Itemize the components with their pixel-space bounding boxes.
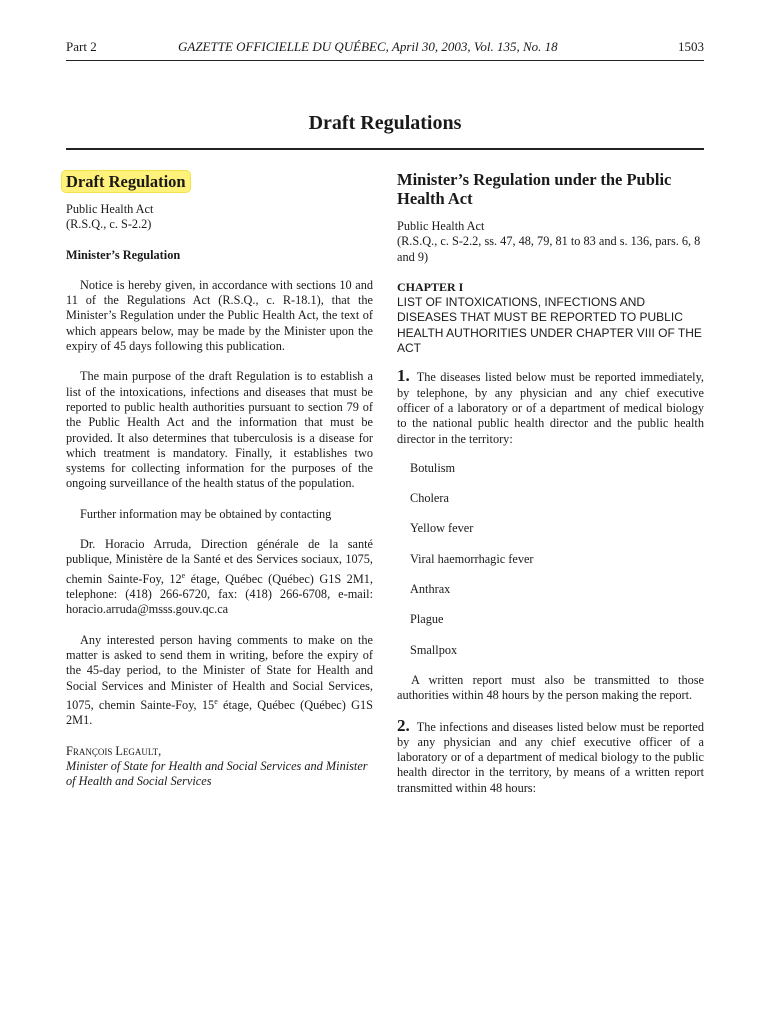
page-number: 1503 — [678, 39, 704, 54]
header-divider — [66, 60, 704, 61]
right-act-name: Public Health Act — [397, 219, 485, 233]
section-2-number: 2. — [397, 715, 410, 735]
disease-list-item: Cholera — [410, 491, 449, 506]
notice-paragraph: Notice is hereby given, in accordance with sections 10 and 11 of the Regulations Act (R.S.Q., c. R-18.1), that the Minister’s Regulation under the Public Health Act, the text of which appears below, may be made by the Minister upon the expiry of 45 days following this publication. — [66, 277, 373, 354]
disease-list-item: Anthrax — [410, 582, 451, 597]
page-header — [66, 39, 704, 57]
comments-paragraph: Any interested person having comments to make on the matter is asked to send them in writing, before the expiry of the 45-day period, to the Minister of State for Health and Social Services and Minister of Health and Social Services, 1075, chemin Sainte-Foy, 15e étage, Québec (Québec) G1S 2M1. — [66, 632, 373, 728]
disease-list-item: Plague — [410, 612, 444, 627]
contact-paragraph: Dr. Horacio Arruda, Direction générale de la santé publique, Ministère de la Santé et des Services sociaux, 1075, chemin Sainte-Foy, 12e étage, Québec (Québec) G1S 2M1, telephone: (418) 266-6720, fax: (418) 266-6708, e-mail: horacio.arruda@msss.gouv.qc.ca — [66, 537, 373, 617]
section-1-number: 1. — [397, 366, 410, 386]
purpose-paragraph: The main purpose of the draft Regulation is to establish a list of the intoxications, infections and diseases that must be reported to public health authorities pursuant to section 79 of the Public Health Act and the information that must be provided. It also determines that tuberculosis is a disease for which treatment is mandatory. Finally, it establishes two systems for collecting information for the purposes of the ongoing surveillance of the health status of the population. — [66, 369, 373, 491]
chapter-number: CHAPTER I — [397, 279, 464, 294]
draft-regulation-heading[interactable]: Draft Regulation — [62, 171, 190, 192]
disease-list — [397, 461, 704, 658]
signatory-title: Minister of State for Health and Social Services and Minister of Health and Social Services — [66, 758, 368, 789]
disease-list-item: Botulism — [410, 460, 456, 475]
disease-list-item: Smallpox — [410, 642, 458, 657]
gazette-title: GAZETTE OFFICIELLE DU QUÉBEC, April 30, 2003, Vol. 135, No. 18 — [178, 39, 558, 54]
right-act-reference: (R.S.Q., c. S-2.2, ss. 47, 48, 79, 81 to 83 and s. 136, pars. 6, 8 and 9) — [397, 234, 701, 264]
chapter-block — [397, 280, 704, 356]
left-column — [66, 170, 373, 789]
act-name: Public Health Act — [66, 202, 154, 216]
further-info-paragraph: Further information may be obtained by contacting — [80, 506, 332, 521]
written-report-paragraph: A written report must also be transmitted to those authorities within 48 hours by the person making the report. — [397, 672, 704, 703]
regulation-title: Minister’s Regulation under the Public Health Act — [397, 170, 672, 208]
regulation-subheading: Minister’s Regulation — [66, 247, 181, 262]
act-reference: (R.S.Q., c. S-2.2) — [66, 217, 152, 232]
chapter-title: LIST OF INTOXICATIONS, INFECTIONS AND DISEASES THAT MUST BE REPORTED TO PUBLIC HEALTH AUTHORITIES UNDER CHAPTER VIII OF THE ACT — [397, 295, 702, 356]
disease-list-item: Viral haemorrhagic fever — [410, 551, 534, 566]
section-2: 2. The infections and diseases listed below must be reported by any physician and any chief executive officer of a laboratory or of a department of medical biology to the public health director in the territory, by means of a written report transmitted within 48 hours: — [397, 715, 704, 795]
right-column — [397, 170, 704, 796]
section-1: 1. The diseases listed below must be reported immediately, by telephone, by any physician and any chief executive officer of a laboratory or of a department of medical biology to the national public health director and the public health director in the territory: — [397, 366, 704, 446]
section-divider — [66, 148, 704, 150]
section-title: Draft Regulations — [308, 112, 462, 134]
part-label: Part 2 — [66, 39, 97, 54]
signatory-name: François Legault, — [66, 743, 162, 758]
disease-list-item: Yellow fever — [410, 521, 474, 536]
